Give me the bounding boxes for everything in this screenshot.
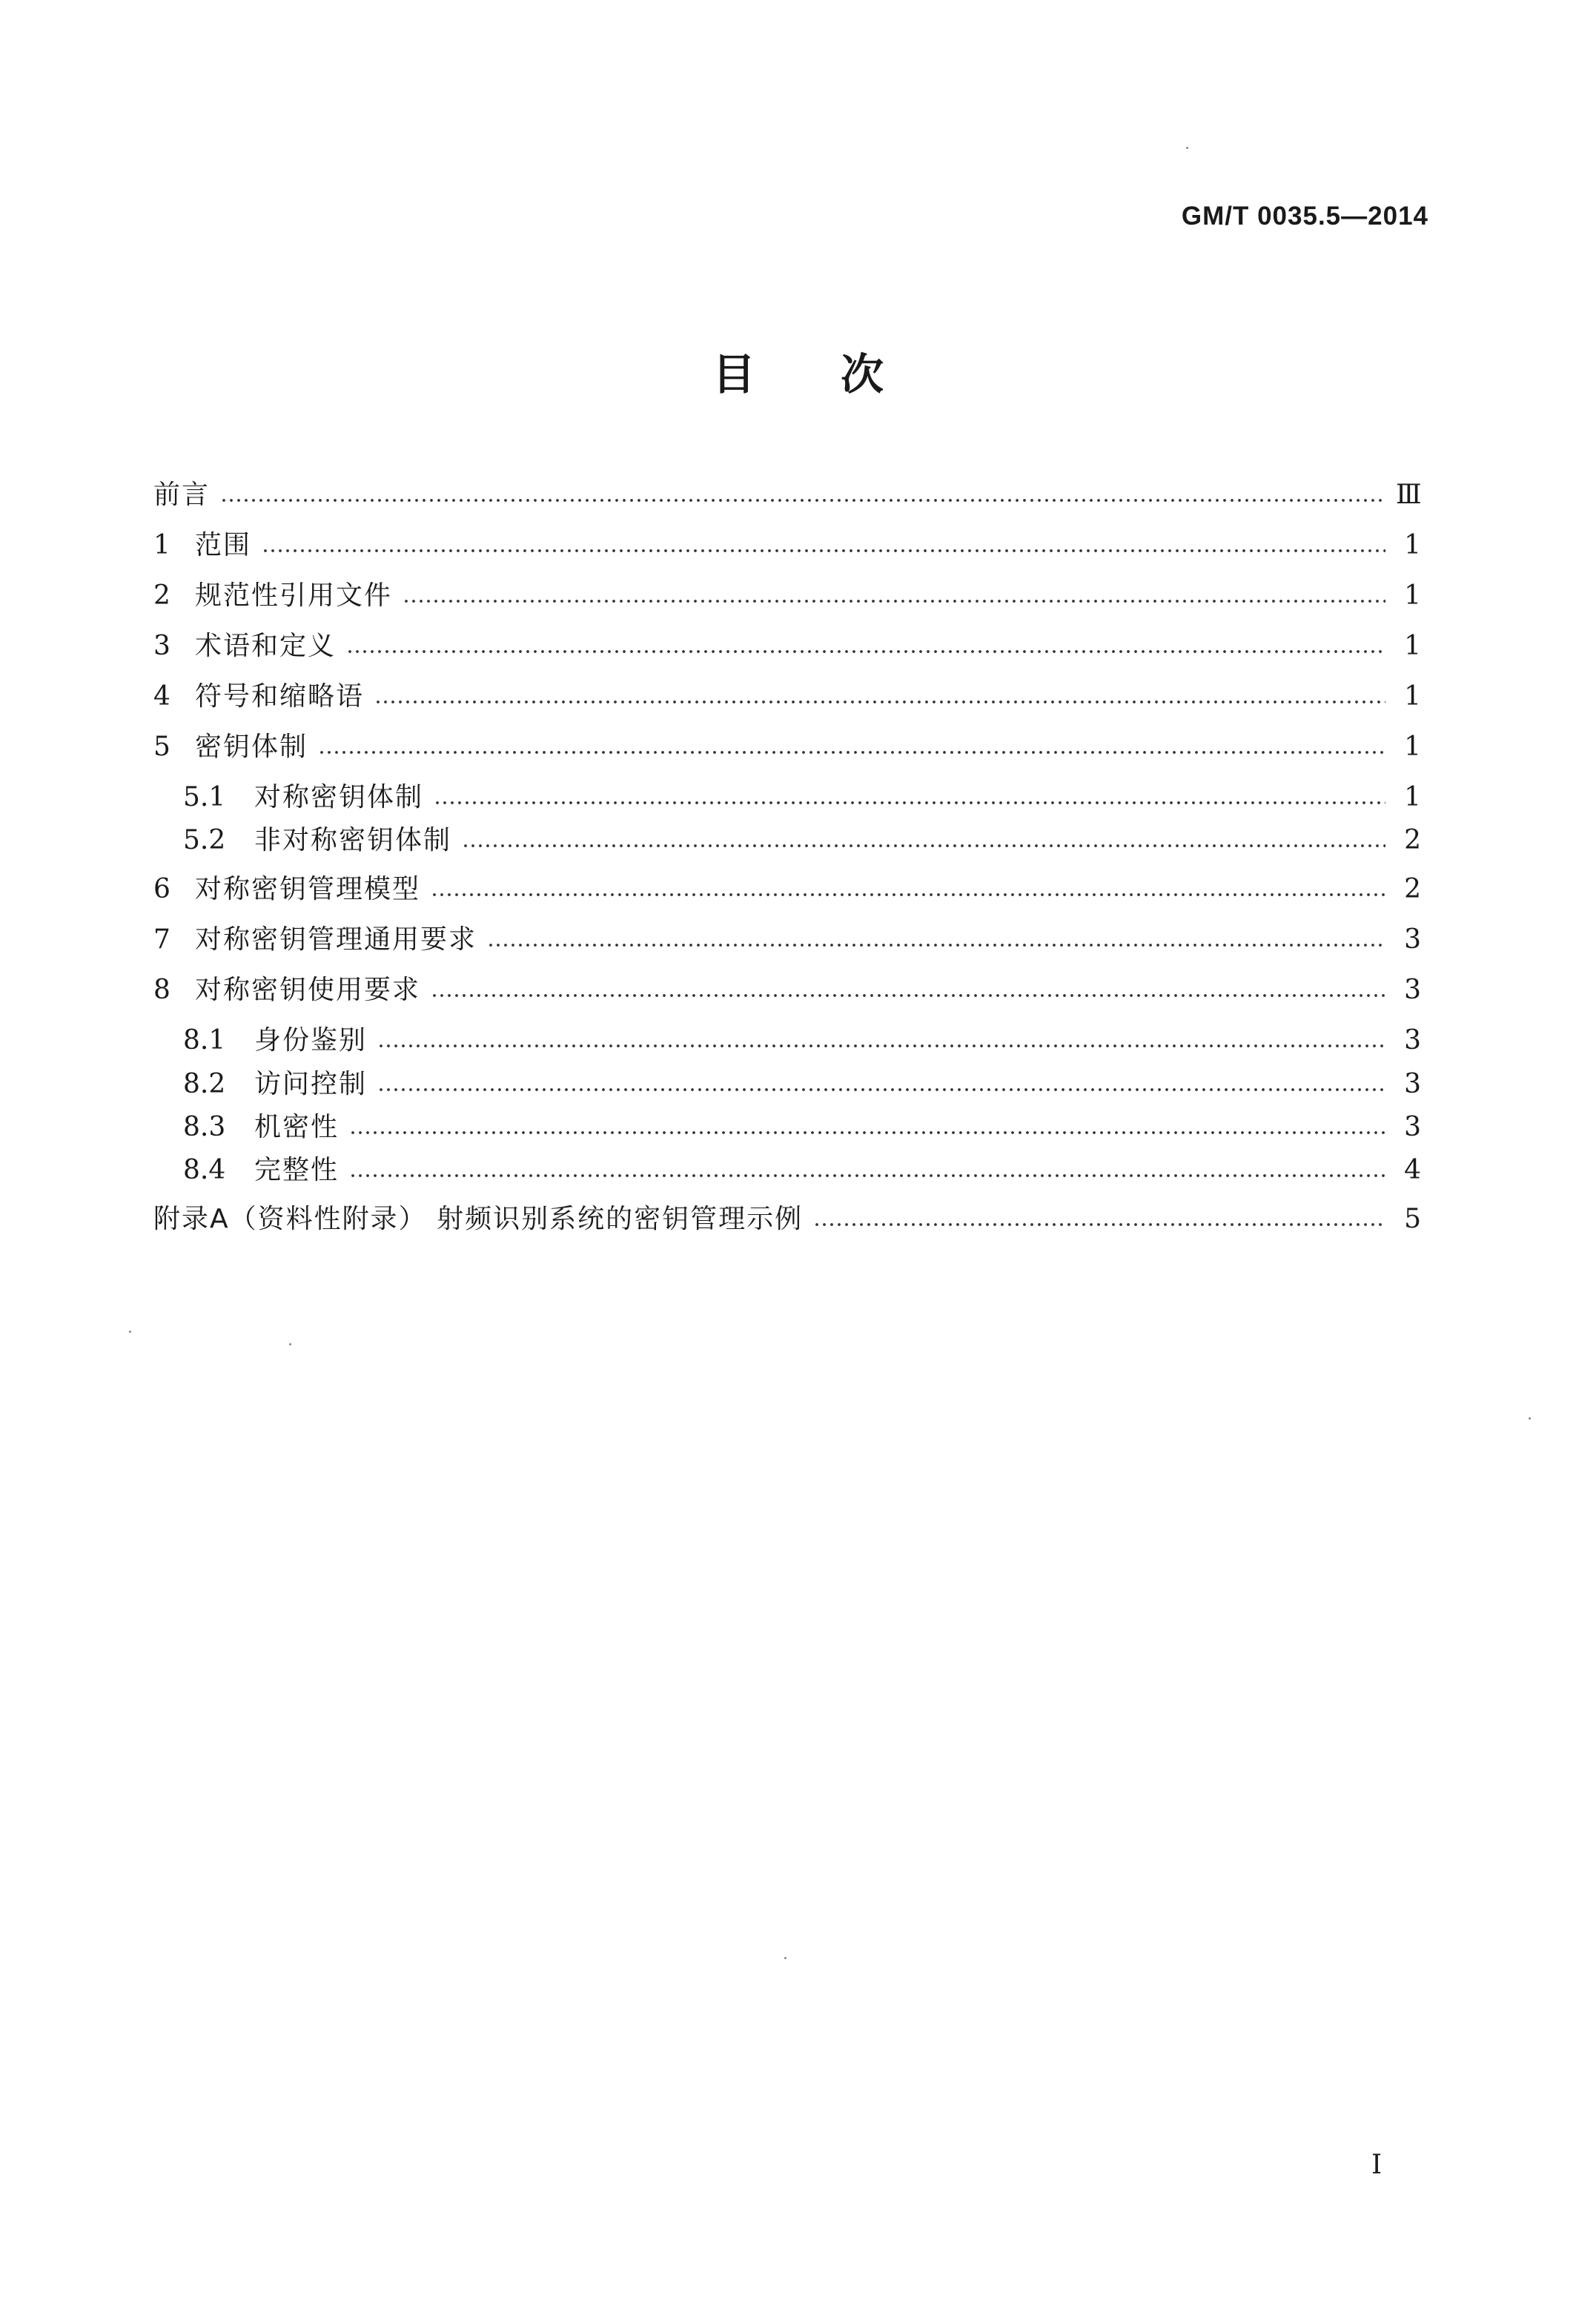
dot-leader xyxy=(377,1087,1385,1092)
toc-entry-number: 8.2 xyxy=(183,1069,226,1099)
toc-entry-page: 3 xyxy=(1404,924,1421,955)
toc-entry-5-1[interactable] xyxy=(183,781,1421,815)
toc-entry-number: 8.4 xyxy=(183,1155,226,1185)
toc-entry-number: 5.1 xyxy=(183,782,226,812)
toc-entry-label: 附录A（资料性附录） 射频识别系统的密钥管理示例 xyxy=(153,1204,804,1234)
toc-entry-8-3[interactable] xyxy=(183,1110,1421,1145)
toc-entry-foreword[interactable] xyxy=(153,478,1421,512)
toc-entry-2[interactable] xyxy=(153,579,1421,613)
toc-entry-8-2[interactable] xyxy=(183,1067,1421,1102)
toc-entry-page: Ⅲ xyxy=(1396,480,1422,510)
toc-entry-8-1[interactable] xyxy=(183,1024,1421,1058)
toc-entry-page: 2 xyxy=(1404,825,1421,855)
toc-entry-label: 密钥体制 xyxy=(195,732,308,762)
toc-entry-6[interactable] xyxy=(153,872,1421,907)
dot-leader xyxy=(262,549,1385,553)
toc-entry-page: 5 xyxy=(1404,1204,1421,1234)
toc-entry-label: 对称密钥体制 xyxy=(254,782,424,812)
toc-entry-label: 前言 xyxy=(153,480,211,510)
toc-entry-page: 1 xyxy=(1404,782,1421,812)
standard-code: GM/T 0035.5—2014 xyxy=(1181,202,1428,231)
toc-entry-3[interactable] xyxy=(153,629,1421,663)
dot-leader xyxy=(318,750,1385,755)
toc-entry-label: 对称密钥管理通用要求 xyxy=(195,924,477,955)
toc-title xyxy=(0,339,1596,402)
dot-leader xyxy=(431,993,1385,998)
toc-entry-8[interactable] xyxy=(153,973,1421,1007)
toc-entry-number: 1 xyxy=(153,530,170,560)
toc-title-char-1: 目 xyxy=(712,349,755,400)
toc-entry-page: 1 xyxy=(1404,681,1421,712)
toc-entry-page: 1 xyxy=(1404,530,1421,560)
toc-entry-page: 3 xyxy=(1404,1069,1421,1099)
toc-entry-label: 规范性引用文件 xyxy=(195,580,393,611)
toc-entry-page: 4 xyxy=(1404,1155,1421,1185)
toc-entry-page: 3 xyxy=(1404,1025,1421,1056)
toc-entry-label: 对称密钥使用要求 xyxy=(195,975,421,1005)
toc-entry-number: 6 xyxy=(153,874,170,904)
toc-entry-5[interactable] xyxy=(153,730,1421,764)
scan-speck xyxy=(1529,1417,1531,1420)
scan-speck xyxy=(784,1957,787,1959)
toc-entry-number: 5 xyxy=(153,732,170,762)
dot-leader xyxy=(462,844,1385,848)
toc-entry-page: 1 xyxy=(1404,732,1421,762)
toc-entry-page: 1 xyxy=(1404,580,1421,611)
toc-entry-label: 对称密钥管理模型 xyxy=(195,874,421,904)
toc-entry-page: 3 xyxy=(1404,1112,1421,1142)
toc-entry-label: 访问控制 xyxy=(254,1069,368,1099)
scan-speck xyxy=(1186,147,1188,149)
toc-title-char-2: 次 xyxy=(841,349,884,400)
toc-entry-label: 机密性 xyxy=(254,1112,340,1142)
toc-entry-annex-a[interactable] xyxy=(153,1202,1421,1236)
toc-entry-label: 完整性 xyxy=(254,1155,340,1185)
toc-entry-label: 术语和定义 xyxy=(195,631,337,661)
dot-leader xyxy=(349,1173,1385,1178)
dot-leader xyxy=(813,1222,1385,1227)
toc-entry-number: 3 xyxy=(153,631,170,661)
toc-entry-number: 8.3 xyxy=(183,1112,226,1142)
toc-entry-number: 2 xyxy=(153,580,170,611)
dot-leader xyxy=(377,1044,1385,1048)
toc-entry-number: 8.1 xyxy=(183,1025,226,1056)
scan-speck xyxy=(289,1343,291,1345)
toc-entry-label: 范围 xyxy=(195,530,252,560)
toc-entry-label: 符号和缩略语 xyxy=(195,681,365,712)
dot-leader xyxy=(487,943,1385,947)
dot-leader xyxy=(220,498,1385,503)
toc-entry-page: 2 xyxy=(1404,874,1421,904)
toc-entry-label: 身份鉴别 xyxy=(254,1025,368,1056)
dot-leader xyxy=(403,599,1385,603)
toc-entry-number: 7 xyxy=(153,924,170,955)
toc-entry-page: 1 xyxy=(1404,631,1421,661)
toc-entry-1[interactable] xyxy=(153,529,1421,563)
toc-entry-number: 4 xyxy=(153,681,170,712)
toc-entry-5-2[interactable] xyxy=(183,824,1421,858)
scan-speck xyxy=(129,1331,131,1333)
dot-leader xyxy=(346,649,1385,654)
toc-entry-page: 3 xyxy=(1404,975,1421,1005)
toc-entry-number: 5.2 xyxy=(183,825,226,855)
page-number: I xyxy=(1371,2150,1383,2180)
dot-leader xyxy=(349,1130,1385,1135)
toc-entry-number: 8 xyxy=(153,975,170,1005)
toc-entry-label: 非对称密钥体制 xyxy=(254,825,452,855)
toc-entry-8-4[interactable] xyxy=(183,1153,1421,1188)
dot-leader xyxy=(434,801,1385,805)
dot-leader xyxy=(374,700,1385,704)
toc-entry-7[interactable] xyxy=(153,923,1421,957)
toc-entry-4[interactable] xyxy=(153,680,1421,714)
dot-leader xyxy=(431,892,1385,897)
